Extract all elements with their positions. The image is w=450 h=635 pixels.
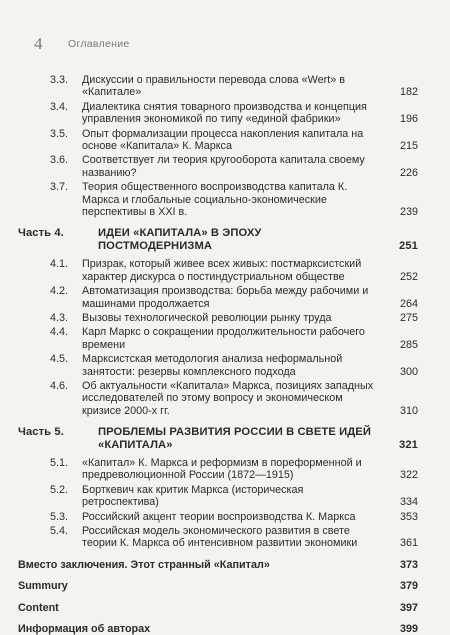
toc-entry [50, 326, 418, 351]
part-label: Часть 4. [18, 227, 64, 240]
toc-entry [50, 457, 418, 482]
summary-title: Summury [18, 580, 68, 593]
toc-entry-number: 3.4. [50, 100, 69, 113]
toc-entry-page: 310 [380, 405, 418, 417]
part-page: 321 [380, 439, 418, 451]
toc-entry [50, 128, 418, 153]
toc-entry-page: 182 [380, 86, 418, 98]
toc-entry-page: 275 [380, 312, 418, 324]
toc-entry-number: 3.6. [50, 154, 69, 167]
toc-entry [50, 484, 418, 509]
part-label: Часть 5. [18, 426, 64, 439]
toc-entry-number: 3.7. [50, 181, 69, 194]
toc-entry [50, 312, 418, 324]
toc-entry-title: Дискуссии о правильности перевода слова «Wert» в «Капитале» [82, 74, 345, 99]
toc-summary-entry [18, 580, 418, 592]
toc-entry-title: Диалектика снятия товарного производства и концепция управления экономикой по типу «единой фабрики» [82, 100, 367, 126]
toc-entry-title: Опыт формализации процесса накопления капитала на основе «Капитала» К. Маркса [82, 127, 364, 153]
toc-entry-number: 3.5. [50, 127, 69, 140]
toc-entry [50, 380, 418, 417]
toc-entry [50, 258, 418, 283]
part-page: 251 [380, 240, 418, 252]
toc-entry-page: 285 [380, 339, 418, 351]
authors-title: Информация об авторах [18, 623, 151, 635]
content-title: Content [18, 601, 59, 614]
authors-page: 399 [380, 623, 418, 635]
toc-entry-number: 4.4. [50, 326, 69, 339]
toc-content-entry [18, 602, 418, 614]
toc-entry-page: 215 [380, 140, 418, 152]
toc-part-heading [18, 227, 418, 252]
toc-entry-number: 4.3. [50, 311, 69, 324]
toc-entry-number: 5.2. [50, 483, 69, 496]
toc-entry [50, 353, 418, 378]
toc-entry [50, 285, 418, 310]
toc-entry-page: 334 [380, 496, 418, 508]
toc-entry-title: Теория общественного воспроизводства капитала К. Маркса и глобальные социально-экономические перспективы в XXI в. [82, 181, 348, 219]
running-title: Оглавление [68, 38, 130, 50]
toc-entry-title: Борткевич как критик Маркса (историческая ретроспектива) [82, 483, 304, 509]
toc-entry-title: Вызовы технологической революции рынку труда [82, 311, 332, 324]
table-of-contents [18, 74, 418, 635]
toc-entry-page: 239 [380, 206, 418, 218]
toc-entry-title: Российский акцент теории воспроизводства К. Маркса [82, 510, 356, 523]
page-number: 4 [34, 34, 43, 53]
closing-title: Вместо заключения. Этот странный «Капитал» [18, 558, 270, 571]
toc-entry-title: Призрак, который живее всех живых: постмарксистский характер дискурса о постиндустриальном обществе [82, 258, 362, 283]
toc-entry-page: 252 [380, 271, 418, 283]
toc-entry-number: 5.3. [50, 510, 69, 523]
toc-entry-number: 5.4. [50, 525, 69, 537]
toc-authors-entry [18, 623, 418, 635]
part-title: ИДЕИ «КАПИТАЛА» В ЭПОХУ ПОСТМОДЕРНИЗМА [98, 227, 262, 252]
toc-entry [50, 511, 418, 523]
summary-page: 379 [380, 580, 418, 592]
toc-entry-number: 4.2. [50, 285, 69, 298]
toc-entry-page: 226 [380, 167, 418, 179]
toc-entry-title: Марксистская методология анализа неформальной занятости: резервы комплексного подхода [82, 353, 343, 378]
toc-closing-entry [18, 559, 418, 571]
toc-entry-number: 4.1. [50, 258, 69, 271]
toc-entry [50, 525, 418, 550]
toc-entry [50, 181, 418, 218]
toc-entry-title: Соответствует ли теория кругооборота капитала своему названию? [82, 154, 365, 179]
toc-entry-title: Об актуальности «Капитала» Маркса, позициях западных исследователей по этому вопросу и экономическом кризисе 2000-х гг. [82, 379, 374, 417]
part-title: ПРОБЛЕМЫ РАЗВИТИЯ РОССИИ В СВЕТЕ ИДЕЙ «КАПИТАЛА» [98, 426, 372, 451]
closing-page: 373 [380, 559, 418, 571]
toc-entry [50, 154, 418, 179]
toc-entry [50, 101, 418, 126]
toc-entry-page: 322 [380, 469, 418, 481]
toc-entry-page: 353 [380, 511, 418, 523]
toc-entry-number: 5.1. [50, 456, 69, 469]
content-page: 397 [380, 602, 418, 614]
toc-entry-page: 264 [380, 298, 418, 310]
toc-entry-page: 196 [380, 113, 418, 125]
toc-entry-number: 4.6. [50, 379, 69, 392]
toc-part-heading [18, 426, 418, 451]
toc-entry-title: Карл Маркс о сокращении продолжительности рабочего времени [82, 326, 365, 351]
toc-entry-number: 3.3. [50, 74, 69, 86]
toc-entry-page: 361 [380, 537, 418, 549]
toc-entry-number: 4.5. [50, 353, 69, 366]
toc-entry-title: Российская модель экономического развития в свете теории К. Маркса об интенсивном развитии экономики [82, 525, 358, 550]
toc-entry-title: «Капитал» К. Маркса и реформизм в пореформенной и предреволюционной России (1872—1915) [82, 456, 362, 482]
toc-entry-page: 300 [380, 366, 418, 378]
toc-entry-title: Автоматизация производства: борьба между рабочими и машинами продолжается [82, 285, 369, 310]
toc-entry [50, 74, 418, 99]
